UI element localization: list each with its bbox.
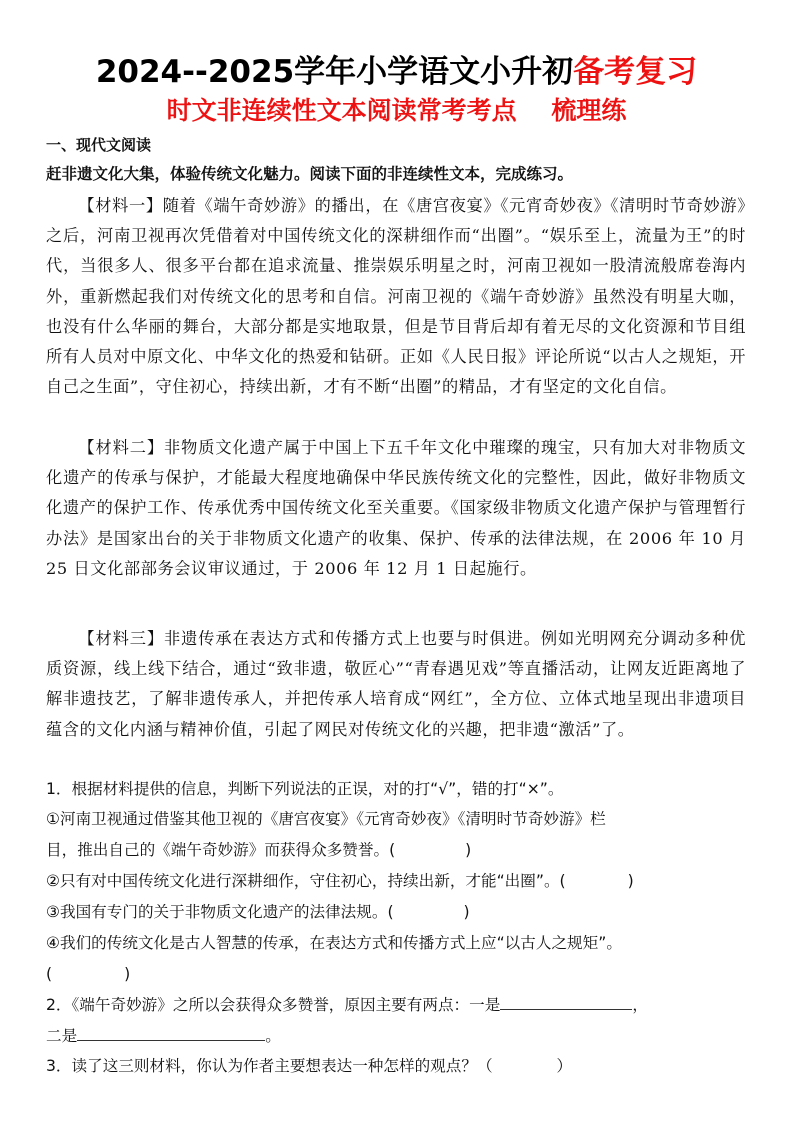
question-1-item-4-line2: ( ) [46, 965, 131, 983]
answer-blank-line[interactable] [500, 993, 632, 1010]
material-text: 随着《端午奇妙游》的播出，在《唐宫夜宴》《元宵奇妙夜》《清明时节奇妙游》之后，河南卫视再次凭借着对中国传统文化的深耕细作而“出圈”。“娱乐至上，流量为王”的时代，当很多人、很多平台都在追求流量、推崇娱乐明星之时，河南卫视如一股清流般席卷海内外，重新燃起我们对传统文化的思考和自信。河南卫视的《端午奇妙游》虽然没有明星大咖，也没有什么华丽的舞台，大部分都是实地取景，但是节目背后却有着无尽的文化资源和节目组所有人员对中原文化、中华文化的热爱和钻研。正如《人民日报》评论所说“以古人之规矩，开自己之生面”，守住初心，持续出新，才有不断“出圈”的精品，才有坚定的文化自信。 [46, 196, 746, 397]
question-1-item-3: ③我国有专门的关于非物质文化遗产的法律法规。( ) [46, 903, 470, 921]
answer-blank-line[interactable] [77, 1024, 265, 1041]
question-1-item-1-line2: 目，推出自己的《端午奇妙游》而获得众多赞誉。( ) [46, 841, 472, 859]
title-black-part: 2024--2025学年小学语文小升初 [95, 54, 574, 90]
question-1-item-1-line1: ①河南卫视通过借鉴其他卫视的《唐宫夜宴》《元宵奇妙夜》《清明时节奇妙游》栏 [46, 810, 606, 828]
material-label: 【材料三】 [78, 629, 165, 648]
page-subtitle: 时文非连续性文本阅读常考考点 梳理练 [166, 96, 627, 125]
section-heading: 一、现代文阅读 [46, 136, 152, 154]
material-three [46, 624, 746, 745]
material-label: 【材料二】 [78, 438, 165, 457]
question-2-line2: 二是 。 [46, 1021, 751, 1052]
page-title [0, 52, 793, 92]
question-1-item-4-line1: ④我们的传统文化是古人智慧的传承，在表达方式和传播方式上应“以古人之规矩”。 [46, 934, 622, 952]
question-1-prompt: 1．根据材料提供的信息，判断下列说法的正误，对的打“√”，错的打“×”。 [46, 780, 564, 798]
question-1-item-2: ②只有对中国传统文化进行深耕细作，守住初心，持续出新，才能“出圈”。( ) [46, 872, 634, 890]
material-two [46, 433, 746, 584]
question-2-line1: 2．《端午奇妙游》之所以会获得众多赞誉，原因主要有两点：一是 ， [46, 990, 751, 1021]
question-3: 3．读了这三则材料，你认为作者主要想表达一种怎样的观点？（ ） [46, 1057, 573, 1075]
section-instruction: 赶非遗文化大集，体验传统文化魅力。阅读下面的非连续性文本，完成练习。 [46, 165, 574, 183]
title-red-part: 备考复习 [573, 54, 698, 90]
material-label: 【材料一】 [78, 196, 163, 215]
material-text: 非物质文化遗产属于中国上下五千年文化中璀璨的瑰宝，只有加大对非物质文化遗产的传承与保护，才能最大程度地确保中华民族传统文化的完整性，因此，做好非物质文化遗产的保护工作、传承优秀中国传统文化至关重要。《国家级非物质文化遗产保护与管理暂行办法》是国家出台的关于非物质文化遗产的收集、保护、传承的法律法规，在 2006 年 10 月 25 日文化部部务会议审议通过，于 2006 年 12 月 1 日起施行。 [46, 438, 746, 578]
material-one [46, 191, 746, 402]
material-text: 非遗传承在表达方式和传播方式上也要与时俱进。例如光明网充分调动多种优质资源，线上线下结合，通过“致非遗，敬匠心”“青春遇见戏”等直播活动，让网友近距离地了解非遗技艺，了解非遗传承人，并把传承人培育成“网红”，全方位、立体式地呈现出非遗项目蕴含的文化内涵与精神价值，引起了网民对传统文化的兴趣，把非遗“激活”了。 [46, 629, 746, 739]
